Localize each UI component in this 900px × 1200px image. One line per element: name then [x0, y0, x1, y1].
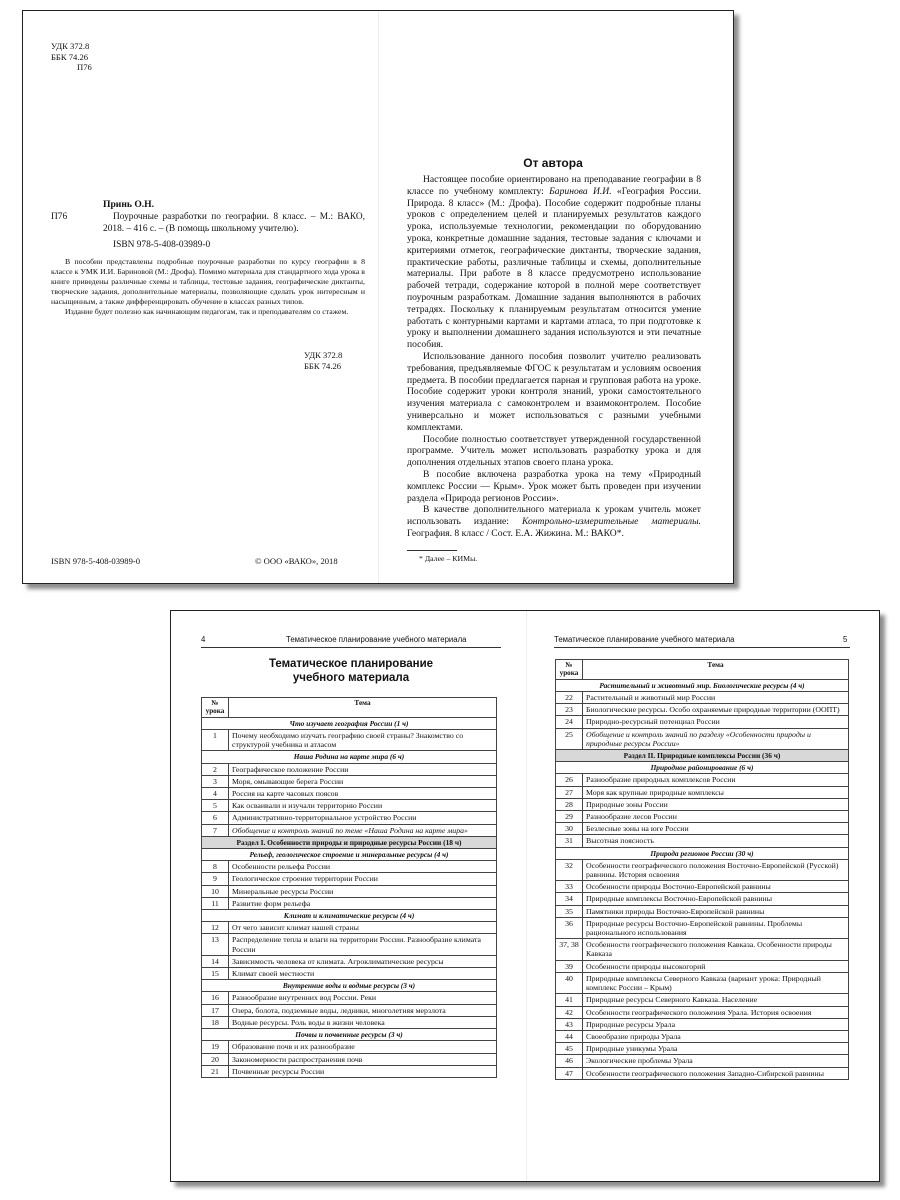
lesson-number: 37, 38 — [556, 939, 583, 960]
lesson-topic: Разнообразие лесов России — [583, 811, 849, 823]
section-heading: Наша Родина на карте мира (6 ч) — [202, 751, 497, 763]
annotation-text-2: Издание будет полезно как начинающим педагогам, так и преподавателям со стажем. — [65, 307, 349, 316]
section-heading: Растительный и животный мир. Биологические ресурсы (4 ч) — [556, 679, 849, 691]
section-heading-row — [202, 751, 497, 763]
table-row — [202, 812, 497, 824]
lesson-number: 20 — [202, 1053, 229, 1065]
lesson-topic: Особенности географического положения Урала. История освоения — [583, 1006, 849, 1018]
lesson-topic: Памятники природы Восточно-Европейской равнины — [583, 905, 849, 917]
from-author-body — [407, 174, 701, 540]
table-row — [556, 716, 849, 728]
lesson-topic: От чего зависит климат нашей страны — [229, 922, 497, 934]
lesson-topic: Водные ресурсы. Роль воды в жизни человека — [229, 1016, 497, 1028]
lesson-topic: Закономерности распространения почв — [229, 1053, 497, 1065]
lesson-topic: Экологические проблемы Урала — [583, 1055, 849, 1067]
lesson-topic: Россия на карте часовых поясов — [229, 788, 497, 800]
lesson-number: 29 — [556, 811, 583, 823]
lesson-number: 31 — [556, 835, 583, 847]
lesson-topic: Особенности природы высокогорий — [583, 960, 849, 972]
table-row — [202, 968, 497, 980]
table-header-row — [556, 660, 849, 680]
lesson-number: 3 — [202, 775, 229, 787]
table-row — [556, 960, 849, 972]
section-heading: Природное районирование (6 ч) — [556, 762, 849, 774]
left-header-rule — [201, 647, 501, 648]
paragraph-4: В пособие включена разработка урока на тему «Природный комплекс России — Крым». Урок может быть проведен при изучении раздела «Природа регионов России». — [407, 468, 701, 504]
table-row — [556, 1006, 849, 1018]
table-row — [556, 881, 849, 893]
udk-code-2: УДК 372.8 — [304, 350, 343, 360]
book-title: Поурочные разработки по географии. 8 класс. – М.: ВАКО, 2018. – 416 с. – (В помощь школьному учителю). — [103, 212, 365, 234]
isbn-bottom: ISBN 978-5-408-03989-0 — [51, 556, 141, 566]
table-row — [556, 905, 849, 917]
section-heading: Климат и климатические ресурсы (4 ч) — [202, 910, 497, 922]
table-row — [202, 934, 497, 955]
lesson-topic: Биологические ресурсы. Особо охраняемые природные территории (ООПТ) — [583, 704, 849, 716]
section-heading-row — [202, 980, 497, 992]
lesson-topic: Природно-ресурсный потенциал России — [583, 716, 849, 728]
table-row — [202, 897, 497, 909]
planning-table-right — [555, 659, 849, 1080]
table-row — [556, 994, 849, 1006]
lesson-number: 34 — [556, 893, 583, 905]
section-heading: Почвы и почвенные ресурсы (3 ч) — [202, 1029, 497, 1041]
book-spread-imprint — [22, 10, 734, 584]
lesson-topic: Безлесные зоны на юге России — [583, 823, 849, 835]
table-title-line-2: учебного материала — [292, 672, 410, 684]
lesson-topic: Распределение тепла и влаги на территории России. Разнообразие климата России — [229, 934, 497, 955]
footnote-rule — [407, 550, 457, 551]
lesson-number: 35 — [556, 905, 583, 917]
lesson-topic: Особенности географического положения Кавказа. Особенности природы Кавказа — [583, 939, 849, 960]
lesson-topic: Как осваивали и изучали территорию России — [229, 800, 497, 812]
lesson-number: 9 — [202, 873, 229, 885]
lesson-number: 22 — [556, 692, 583, 704]
table-row — [556, 1043, 849, 1055]
table-row — [556, 704, 849, 716]
table-row — [556, 823, 849, 835]
table-title-line-1: Тематическое планирование — [268, 658, 434, 670]
table-row — [556, 1018, 849, 1030]
lesson-number: 18 — [202, 1016, 229, 1028]
section-heading: Внутренние воды и водные ресурсы (3 ч) — [202, 980, 497, 992]
lesson-topic: Особенности рельефа России — [229, 861, 497, 873]
lesson-topic: Природные ресурсы Восточно-Европейской равнины. Проблемы рационального использования — [583, 917, 849, 938]
right-header-rule — [554, 647, 850, 648]
table-row — [556, 893, 849, 905]
table-row — [556, 786, 849, 798]
lesson-number: 33 — [556, 881, 583, 893]
table-row — [202, 1004, 497, 1016]
lesson-topic: Минеральные ресурсы России — [229, 885, 497, 897]
lesson-topic: Своеобразие природы Урала — [583, 1030, 849, 1042]
lesson-topic: Образование почв и их разнообразие — [229, 1041, 497, 1053]
paragraph-2: Использование данного пособия позволит учителю реализовать требования, предъявляемые ФГОС к результатам и условиям освоения предмета. В пособии предлагается парная и групповая работа на уроке. Пособие содержит уроки контроля знаний, уроки самостоятельного изучения материала с самоконтролем и взаимоконтролем. Пособие универсально и может использоваться с разными учебными комплектами. — [407, 350, 701, 433]
table-row — [202, 824, 497, 836]
page-fold-2 — [526, 611, 527, 1181]
classification-block — [51, 41, 171, 73]
section-heading-row — [202, 910, 497, 922]
section-heading-row — [556, 679, 849, 691]
lesson-number: 17 — [202, 1004, 229, 1016]
page-fold — [378, 11, 379, 583]
author-sign: П76 — [77, 62, 92, 73]
lesson-number: 4 — [202, 788, 229, 800]
classification-block-2 — [304, 350, 364, 371]
lesson-number: 19 — [202, 1041, 229, 1053]
left-running-header: Тематическое планирование учебного материала — [286, 635, 467, 644]
table-row — [556, 917, 849, 938]
paragraph-1: Настоящее пособие ориентировано на преподавание географии в 8 классе по учебному комплекту: Баринова И.И. «География России. Природа. 8 класс» (М.: Дрофа). Пособие содержит подробные планы уроков с определением целей и планируемых результатов каждого урока, используемые технологии, рекомендации по оборудованию урока, конкретные домашние задания, тестовые задания с ключами и критериями отметок, географические диктанты, творческие задания, практические работы, различные таблицы и схемы, дополнительные материалы. При работе в 8 классе предусмотрено использование рабочей тетради, содержание которой в полной мере соответствует поурочным разработкам. Домашние задания выполняются в рабочих тетрадях. Поскольку к планируемым результатам относится умение работать с контурными картами и картами атласа, то при подготовке к уроку и выполнении домашнего задания используются и эти печатные пособия. — [407, 174, 701, 351]
lesson-number: 13 — [202, 934, 229, 955]
table-row — [556, 1055, 849, 1067]
lesson-number: 26 — [556, 774, 583, 786]
table-row — [202, 730, 497, 751]
lesson-topic: Растительный и животный мир России — [583, 692, 849, 704]
table-row — [556, 972, 849, 993]
lesson-topic: Озера, болота, подземные воды, ледники, многолетняя мерзлота — [229, 1004, 497, 1016]
lesson-number: 39 — [556, 960, 583, 972]
lesson-number: 44 — [556, 1030, 583, 1042]
table-row — [202, 763, 497, 775]
section-heading: Природа регионов России (30 ч) — [556, 847, 849, 859]
lesson-number: 28 — [556, 798, 583, 810]
lesson-number: 12 — [202, 922, 229, 934]
right-running-header: Тематическое планирование учебного материала — [554, 635, 735, 644]
planning-table-left — [201, 697, 497, 1078]
section-heading-row — [202, 717, 497, 729]
annotation — [51, 257, 365, 317]
table-header-row — [202, 698, 497, 718]
table-row — [202, 992, 497, 1004]
lesson-number: 45 — [556, 1043, 583, 1055]
lesson-number: 41 — [556, 994, 583, 1006]
copyright: © ООО «ВАКО», 2018 — [255, 556, 338, 566]
table-row — [556, 835, 849, 847]
part-heading-row — [556, 750, 849, 762]
section-heading: Что изучает география России (1 ч) — [202, 717, 497, 729]
section-heading-row — [556, 762, 849, 774]
lesson-number: 7 — [202, 824, 229, 836]
lesson-number: 11 — [202, 897, 229, 909]
table-row — [202, 800, 497, 812]
table-row — [202, 1053, 497, 1065]
lesson-number: 1 — [202, 730, 229, 751]
lesson-topic: Развитие форм рельефа — [229, 897, 497, 909]
table-row — [202, 955, 497, 967]
author-name: Принь О.Н. — [103, 199, 155, 210]
annotation-text: В пособии представлены подробные поурочные разработки по курсу географии в 8 классе к УМК И.И. Бариновой (М.: Дрофа). Помимо материала для стандартного хода урока в книге приведены различные схемы и таблицы, тестовые задания, географические диктанты, творческие задания, дополнительные материалы, позволяющие сделать урок интересным и насыщенным, а также дифференцировать обучение в классах разных типов. — [51, 257, 365, 306]
table-row — [202, 788, 497, 800]
table-row — [556, 859, 849, 880]
table-row — [556, 798, 849, 810]
paragraph-3: Пособие полностью соответствует утвержденной государственной программе. Учитель может использовать разработку урока и для дополнения отдельных этапов своего плана урока. — [407, 433, 701, 469]
col-topic-header: Тема — [583, 660, 849, 680]
table-row — [556, 1067, 849, 1079]
lesson-number: 15 — [202, 968, 229, 980]
lesson-topic: Моря, омывающие берега России — [229, 775, 497, 787]
section-heading-row — [202, 849, 497, 861]
table-row — [202, 775, 497, 787]
lesson-number: 25 — [556, 728, 583, 749]
lesson-topic: Природные ресурсы Северного Кавказа. Население — [583, 994, 849, 1006]
lesson-number: 21 — [202, 1065, 229, 1077]
table-row — [202, 873, 497, 885]
lesson-topic: Зависимость человека от климата. Агроклиматические ресурсы — [229, 955, 497, 967]
lesson-topic: Особенности географического положения Западно-Сибирской равнины — [583, 1067, 849, 1079]
bbk-code-2: ББК 74.26 — [304, 360, 342, 371]
table-row — [202, 1016, 497, 1028]
lesson-number: 36 — [556, 917, 583, 938]
lesson-topic: Разнообразие внутренних вод России. Реки — [229, 992, 497, 1004]
lesson-topic: Обобщение и контроль знаний по разделу «Особенности природы и природные ресурсы России» — [583, 728, 849, 749]
section-heading-row — [556, 847, 849, 859]
lesson-number: 14 — [202, 955, 229, 967]
lesson-number: 8 — [202, 861, 229, 873]
lesson-number: 2 — [202, 763, 229, 775]
section-heading: Раздел II. Природные комплексы России (36 ч) — [556, 750, 849, 762]
lesson-number: 42 — [556, 1006, 583, 1018]
section-heading: Рельеф, геологическое строение и минеральные ресурсы (4 ч) — [202, 849, 497, 861]
table-row — [202, 922, 497, 934]
table-row — [556, 728, 849, 749]
col-number-header: № урока — [202, 698, 229, 718]
lesson-topic: Природные ресурсы Урала — [583, 1018, 849, 1030]
table-row — [202, 861, 497, 873]
lesson-number: 24 — [556, 716, 583, 728]
lesson-number: 46 — [556, 1055, 583, 1067]
table-row — [202, 1041, 497, 1053]
udk-code: УДК 372.8 — [51, 41, 90, 51]
table-title — [201, 657, 501, 685]
lesson-topic: Природные комплексы Северного Кавказа (вариант урока: Природный комплекс России – Крым) — [583, 972, 849, 993]
lesson-number: 27 — [556, 786, 583, 798]
lesson-topic: Климат своей местности — [229, 968, 497, 980]
bbk-code: ББК 74.26 — [51, 51, 89, 62]
col-topic-header: Тема — [229, 698, 497, 718]
paragraph-5: В качестве дополнительного материала к урокам учитель может использовать издание: Контрольно-измерительные материалы. География. 8 класс / Сост. Е.А. Жижина. М.: ВАКО*. — [407, 504, 702, 539]
lesson-topic: Административно-территориальное устройство России — [229, 812, 497, 824]
lesson-topic: Моря как крупные природные комплексы — [583, 786, 849, 798]
table-row — [556, 939, 849, 960]
lesson-number: 16 — [202, 992, 229, 1004]
lesson-number: 47 — [556, 1067, 583, 1079]
table-row — [202, 885, 497, 897]
book-spread-table — [170, 610, 880, 1182]
author-sign-side: П76 — [51, 212, 68, 222]
lesson-number: 30 — [556, 823, 583, 835]
lesson-topic: Почвенные ресурсы России — [229, 1065, 497, 1077]
lesson-topic: Природные уникумы Урала — [583, 1043, 849, 1055]
lesson-topic: Геологическое строение территории России — [229, 873, 497, 885]
lesson-number: 43 — [556, 1018, 583, 1030]
lesson-number: 10 — [202, 885, 229, 897]
lesson-topic: Особенности географического положения Восточно-Европейской (Русской) равнины. История освоения — [583, 859, 849, 880]
lesson-number: 32 — [556, 859, 583, 880]
lesson-number: 6 — [202, 812, 229, 824]
section-heading-row — [202, 1029, 497, 1041]
lesson-topic: Природные комплексы Восточно-Европейской равнины — [583, 893, 849, 905]
table-row — [202, 1065, 497, 1077]
table-row — [556, 692, 849, 704]
lesson-number: 40 — [556, 972, 583, 993]
lesson-topic: Обобщение и контроль знаний по теме «Наша Родина на карте мира» — [229, 824, 497, 836]
lesson-topic: Высотная поясность — [583, 835, 849, 847]
part-heading-row — [202, 836, 497, 848]
lesson-topic: Природные зоны России — [583, 798, 849, 810]
col-number-header: № урока — [556, 660, 583, 680]
left-page-number: 4 — [201, 635, 206, 644]
table-row — [556, 811, 849, 823]
lesson-topic: Географическое положение России — [229, 763, 497, 775]
lesson-topic: Разнообразие природных комплексов России — [583, 774, 849, 786]
lesson-topic: Особенности природы Восточно-Европейской равнины — [583, 881, 849, 893]
lesson-number: 5 — [202, 800, 229, 812]
isbn-inline: ISBN 978-5-408-03989-0 — [113, 240, 211, 250]
footnote: * Далее – КИМы. — [419, 554, 478, 563]
lesson-number: 23 — [556, 704, 583, 716]
lesson-topic: Почему необходимо изучать географию своей страны? Знакомство со структурой учебника и атласом — [229, 730, 497, 751]
from-author-heading: От автора — [523, 156, 583, 170]
table-row — [556, 774, 849, 786]
right-page-number: 5 — [843, 635, 848, 644]
table-row — [556, 1030, 849, 1042]
section-heading: Раздел I. Особенности природы и природные ресурсы России (18 ч) — [202, 836, 497, 848]
